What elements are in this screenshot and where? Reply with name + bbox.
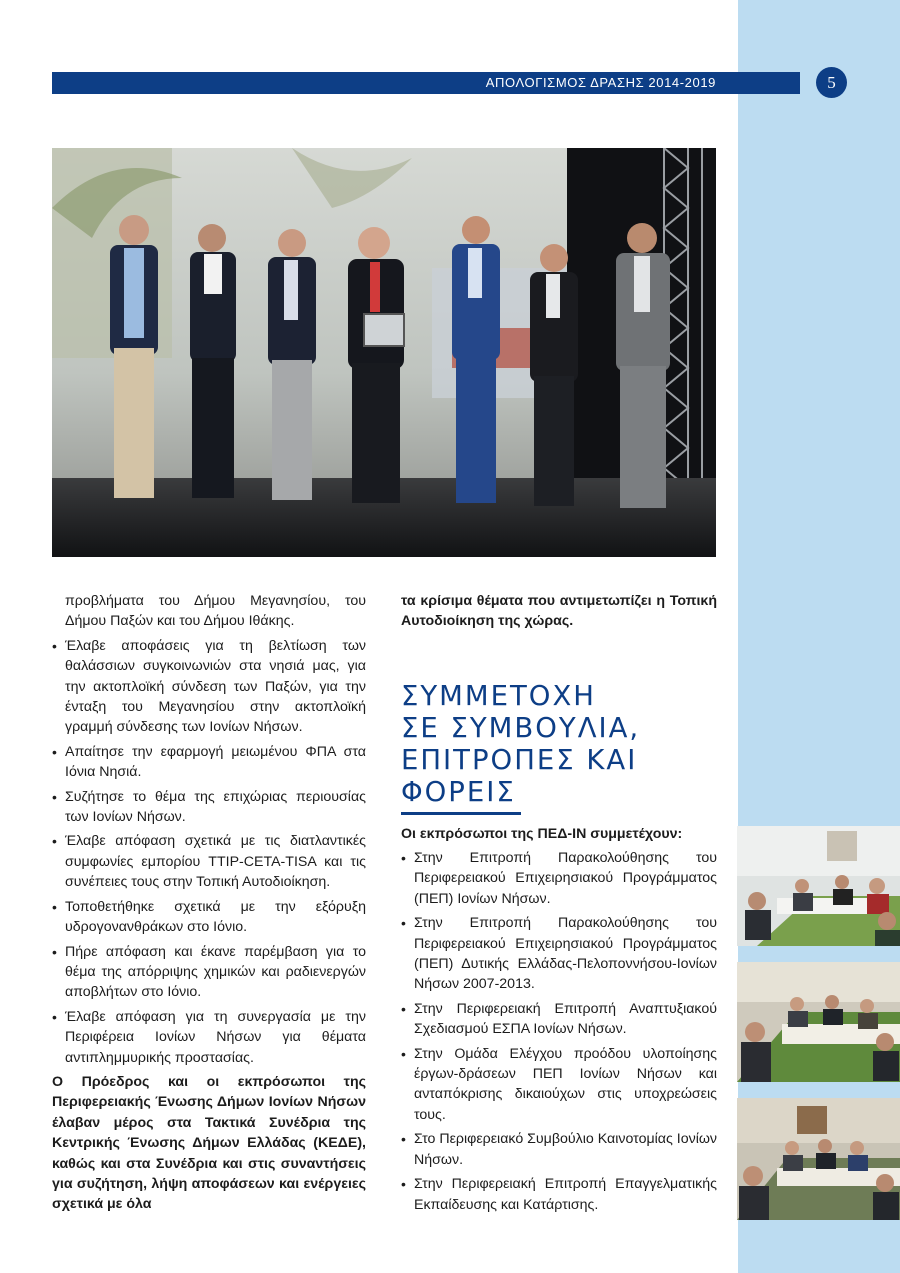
conferences-paragraph: Ο Πρόεδρος και οι εκπρόσωποι της Περιφερειακής Ένωσης Δήμων Ιονίων Νήσων έλαβαν μέρος στα Τακτικά Συνέδρια της Κεντρικής Ένωσης Δήμων Ελλάδας (ΚΕΔΕ), καθώς και στα Συνέδρια και στις συναντήσεις για συζήτηση, λήψη αποφάσεων και ενέργειες σχετικά με όλα (52, 1073, 366, 1213)
section-title-line: ΣΕ ΣΥΜΒΟΥΛΙΑ, (401, 712, 641, 744)
header-bar (52, 72, 800, 94)
list-item: • Στην Επιτροπή Παρακολούθησης του Περιφερειακού Επιχειρησιακού Προγράμματος (ΠΕΠ) Δυτικής Ελλάδας-Πελοποννήσου-Ιονίων Νήσων 2007-2013. (401, 913, 717, 995)
left-continuation-text: προβλήματα του Δήμου Μεγανησίου, του Δήμου Παξών και του Δήμου Ιθάκης. (65, 593, 366, 630)
meeting-photo-3 (737, 1098, 900, 1220)
list-item: • Πήρε απόφαση και έκανε παρέμβαση για το θέμα της απόρριψης χημικών και ραδιενεργών αποβλήτων στο Ιόνιο. (52, 942, 366, 1003)
section-title-line: ΣΥΜΜΕΤΟΧΗ (401, 680, 596, 712)
right-continuation-block (401, 591, 717, 632)
meeting-photo-2 (737, 962, 900, 1082)
event-group-photo (52, 148, 716, 557)
list-item: • Στην Περιφερειακή Επιτροπή Επαγγελματικής Εκπαίδευσης και Κατάρτισης. (401, 1174, 717, 1215)
right-bullet-list (401, 848, 717, 1215)
section-title (401, 680, 721, 808)
header-title: ΑΠΟΛΟΓΙΣΜΟΣ ΔΡΑΣΗΣ 2014-2019 (485, 75, 716, 90)
list-item: • Έλαβε απόφαση για τη συνεργασία με την Περιφέρεια Ιονίων Νήσων για θέματα αντιπλημμυρικής προστασίας. (52, 1007, 366, 1068)
meeting-photo-1 (737, 826, 900, 946)
section-title-underline (401, 812, 521, 815)
list-item: • Απαίτησε την εφαρμογή μειωμένου ΦΠΑ στα Ιόνια Νησιά. (52, 742, 366, 783)
side-color-band (738, 0, 900, 1273)
list-item: • Στην Περιφερειακή Επιτροπή Αναπτυξιακού Σχεδιασμού ΕΣΠΑ Ιονίων Νήσων. (401, 999, 717, 1040)
list-item: • Συζήτησε το θέμα της επιχώριας περιουσίας των Ιονίων Νήσων. (52, 787, 366, 828)
representatives-label: Οι εκπρόσωποι της ΠΕΔ-ΙΝ συμμετέχουν: (401, 826, 683, 842)
list-item: • Στην Ομάδα Ελέγχου προόδου υλοποίησης έργων-δράσεων ΠΕΠ Ιονίων Νήσων και ανταπόκρισης δικαιούχων στις υποχρεώσεις τους. (401, 1044, 717, 1126)
section-title-line: ΦΟΡΕΙΣ (401, 776, 516, 808)
section-title-line: ΕΠΙΤΡΟΠΕΣ ΚΑΙ (401, 744, 638, 776)
list-item: • Τοποθετήθηκε σχετικά με την εξόρυξη υδρογονανθράκων στο Ιόνιο. (52, 897, 366, 938)
right-bold-continuation: τα κρίσιμα θέματα που αντιμετωπίζει η Τοπική Αυτοδιοίκηση της χώρας. (401, 593, 717, 630)
right-text-column (401, 848, 717, 1219)
left-bullet-list (52, 636, 366, 1068)
left-text-column (52, 591, 366, 1215)
list-item: • Στο Περιφερειακό Συμβούλιο Καινοτομίας Ιονίων Νήσων. (401, 1129, 717, 1170)
list-item: • Έλαβε απόφαση σχετικά με τις διατλαντικές συμφωνίες εμπορίου TTIP-CETA-TISA και τις συνέπειες τους στην Τοπική Αυτοδιοίκηση. (52, 831, 366, 892)
page-number-badge: 5 (816, 67, 847, 98)
list-item: • Στην Επιτροπή Παρακολούθησης του Περιφερειακού Επιχειρησιακού Προγράμματος (ΠΕΠ) Ιονίων Νήσων. (401, 848, 717, 909)
list-item: • Έλαβε αποφάσεις για τη βελτίωση των θαλάσσιων συγκοινωνιών στα νησιά μας, για την ακτοπλοϊκή σύνδεση των Παξών, για την ένταξη του Μεγανησίου στην ακτοπλοϊκή γραμμή σύνδεσης των Ιονίων Νήσων. (52, 636, 366, 738)
